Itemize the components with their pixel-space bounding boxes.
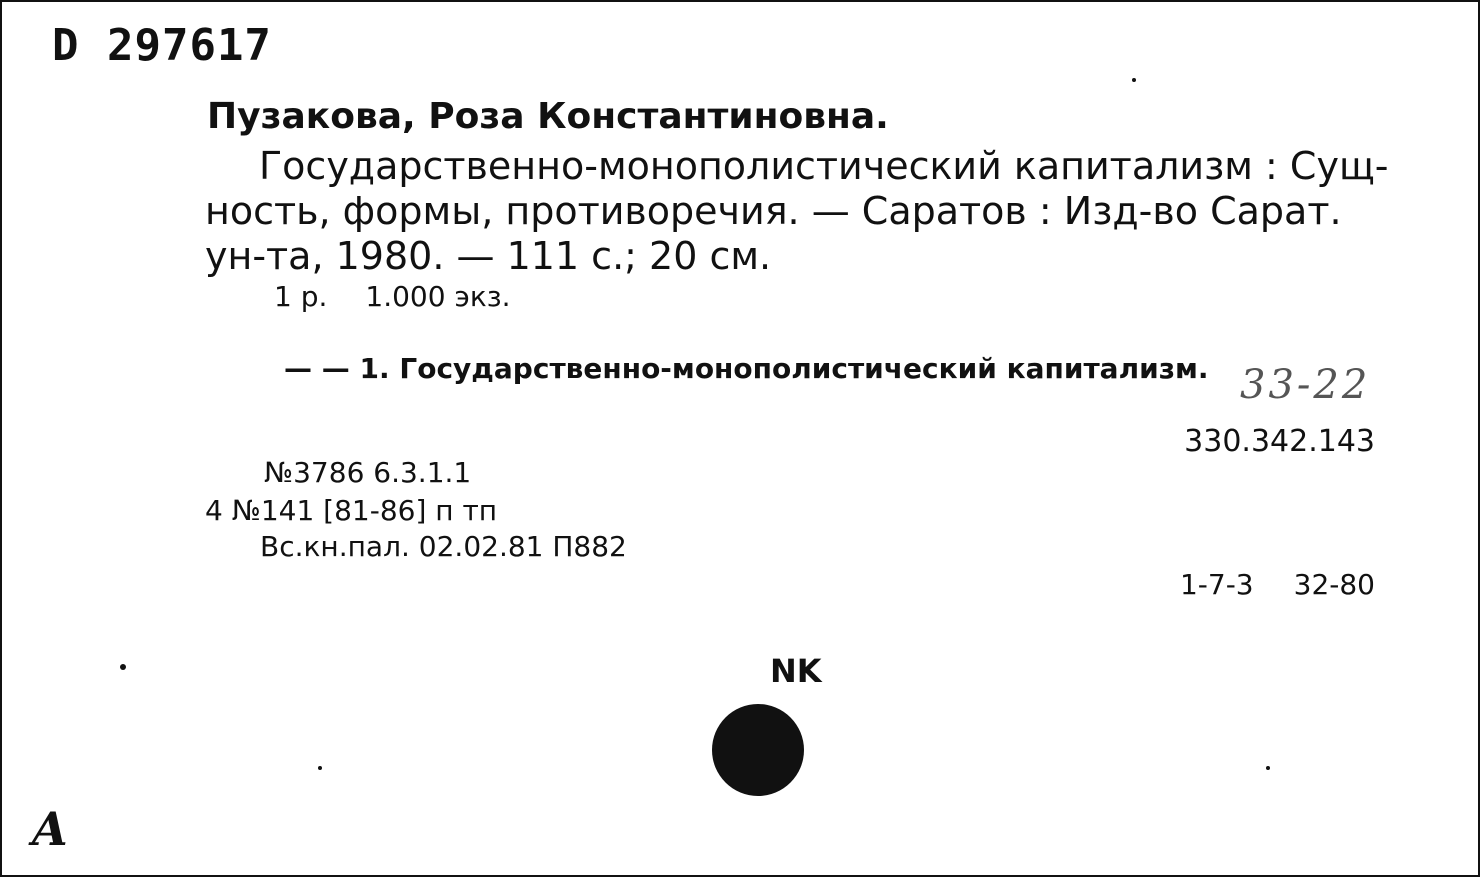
speck [1266, 766, 1270, 770]
handwritten-corner-mark: A [32, 802, 68, 856]
description-line-3: ун-та, 1980. — 111 с.; 20 см. [205, 234, 772, 278]
copies: 1.000 экз. [365, 280, 511, 313]
bibliographic-description [205, 144, 1389, 279]
registry-line-1: №3786 6.3.1.1 [264, 456, 472, 489]
nk-mark: NK [770, 652, 822, 690]
subject-heading: — — 1. Государственно-монополистический капитализм. [284, 352, 1209, 385]
udc-index: 330.342.143 [1184, 424, 1375, 459]
author-name: Пузакова, Роза Константиновна. [207, 96, 889, 137]
registry-line-3: Вс.кн.пал. 02.02.81 П882 [260, 530, 627, 563]
price-and-copies [274, 280, 511, 313]
price: 1 р. [274, 280, 328, 313]
description-line-1: Государственно-монополистический капитализм : Сущ- [259, 144, 1389, 188]
description-line-2: ность, формы, противоречия. — Саратов : Изд-во Сарат. [205, 189, 1342, 233]
handwritten-number: 33-22 [1240, 362, 1371, 408]
speck [120, 664, 126, 670]
speck [318, 766, 322, 770]
punched-hole [712, 704, 804, 796]
speck [1132, 78, 1136, 82]
classification-code [1180, 568, 1375, 601]
code-right: 32-80 [1293, 568, 1375, 601]
code-left: 1-7-3 [1179, 568, 1254, 601]
card-stamp-number: D 297617 [52, 20, 272, 71]
registry-line-2: 4 №141 [81-86] п тп [205, 494, 498, 527]
